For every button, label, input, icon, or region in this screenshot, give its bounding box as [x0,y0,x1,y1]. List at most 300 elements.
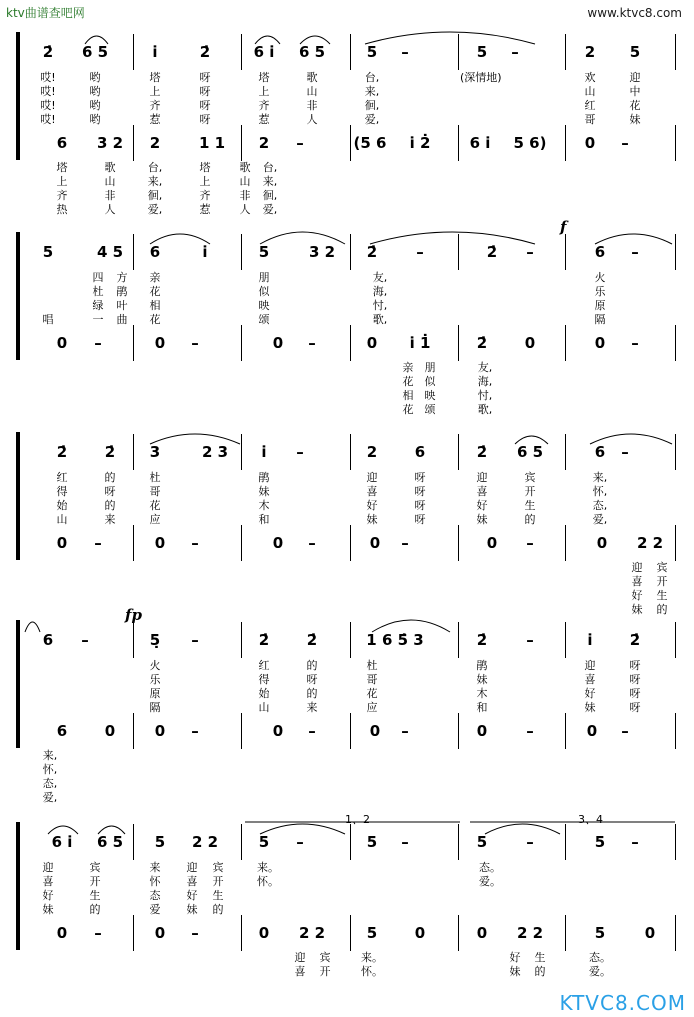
lyric: 歌, [372,313,388,326]
barline [458,824,459,860]
lyric: 哟 [89,71,101,84]
lyric: 好 [476,499,488,512]
barline [458,622,459,658]
lyric: 乐 [594,285,606,298]
note: – [191,631,199,649]
lyric: 妹 [509,965,521,978]
lyric: 热 [56,203,68,216]
lyric: 隔 [149,701,161,714]
note: 3 [149,443,161,461]
lyric: 宾 [212,861,224,874]
barline [133,34,134,70]
note: – [308,534,316,552]
lyric: 迎 [366,471,378,484]
note: – [94,334,102,352]
lyric: 哎! [40,113,56,126]
lyric: 呀 [104,485,116,498]
lyric: 怀。 [257,875,279,888]
lyric: 好 [584,687,596,700]
barline [133,622,134,658]
note: 3 2 [96,134,124,152]
lyric: 的 [212,903,224,916]
lyric: 呀 [629,701,641,714]
note: 6 [594,243,606,261]
lyric: 友, [477,361,493,374]
note: – [94,534,102,552]
lyric: 山 [584,85,596,98]
note: – [526,534,534,552]
lyric: 宾 [319,951,331,964]
barline [565,525,566,561]
barline [675,325,676,361]
note: 6 5 [81,43,109,61]
note: 2 [258,134,270,152]
lyric: 喜 [42,875,54,888]
note: 0 [476,924,488,942]
note: 0 [486,534,498,552]
note: – [401,534,409,552]
lyric: 始 [258,687,270,700]
lyric: 哎! [40,71,56,84]
note: – [621,443,629,461]
barline [565,125,566,161]
lyric: 鹃 [476,659,488,672]
note: 5 [629,43,641,61]
lyric: 歌, [477,403,493,416]
lyric: 台, [147,161,163,174]
note: 0 [476,722,488,740]
lyric: 来, [592,471,608,484]
barline [458,234,459,270]
lyric: 木 [258,499,270,512]
lyric: 和 [258,513,270,526]
barline [133,325,134,361]
note: – [526,833,534,851]
note: 2̇ [104,443,116,461]
lyric: 的 [534,965,546,978]
barline [241,234,242,270]
lyric: 呀 [199,85,211,98]
note: 6 [56,722,68,740]
lyric: 惹 [199,203,211,216]
lyric: 喜 [186,875,198,888]
note: 6 [414,443,426,461]
note: – [308,722,316,740]
lyric: 和 [476,701,488,714]
lyric: 呀 [629,659,641,672]
slur-arc [370,232,535,244]
lyric: 花 [402,403,414,416]
note: 5 [42,243,54,261]
note: – [308,334,316,352]
lyric: 好 [366,499,378,512]
lyric: 宾 [89,861,101,874]
lyric: 欢 [584,71,596,84]
lyric: 塔 [149,71,161,84]
lyric: 山 [104,175,116,188]
system-4 [0,606,694,805]
barline [241,434,242,470]
lyric: 齐 [56,189,68,202]
lyric: 喜 [631,575,643,588]
note: (5 6 [353,134,387,152]
note: i̇ [587,631,593,649]
barline [241,915,242,951]
lyric: 忖, [372,299,388,312]
lyric: 歌 [104,161,116,174]
lyric: 呀 [199,113,211,126]
lyric: 始 [56,499,68,512]
barline [241,713,242,749]
note: 6 5 [298,43,326,61]
lyric: 怀, [42,763,58,776]
note: 0 [272,722,284,740]
note: 6 i̇ [51,833,73,851]
lyric: 妹 [186,903,198,916]
lyric: 宾 [656,561,668,574]
lyric: 中 [629,85,641,98]
note: 0 [586,722,598,740]
lyric: 火 [594,271,606,284]
note: – [526,243,534,261]
lyric: 海, [477,375,493,388]
lyric: 生 [656,589,668,602]
lyric: 上 [258,85,270,98]
lyric: 爱。 [589,965,611,978]
lyric: 爱, [364,113,380,126]
expression-remark: (深情地) [460,71,502,84]
lyric: 来 [306,701,318,714]
volta-label: 1、2 [345,813,370,826]
lyric: 态, [42,777,58,790]
lyric: 开 [212,875,224,888]
lyric: 曲 [116,313,128,326]
note: 2 2 [298,924,326,942]
lyric: 迎 [476,471,488,484]
barline [675,915,676,951]
note: 6 i̇ [253,43,275,61]
barline [675,525,676,561]
note: – [526,631,534,649]
note: 0 [272,534,284,552]
lyric: 唱 [42,313,54,326]
lyric: 海, [372,285,388,298]
slur-arc [25,622,40,632]
lyric: 开 [89,875,101,888]
note: – [94,924,102,942]
note: 0 [154,334,166,352]
lyric: 的 [524,513,536,526]
lyric: 非 [306,99,318,112]
lyric: 火 [149,659,161,672]
barline [241,824,242,860]
note: 5 [594,833,606,851]
lyric: 妹 [584,701,596,714]
barline [133,713,134,749]
barline [565,34,566,70]
lyric: 来。 [361,951,383,964]
lyric: 呀 [629,687,641,700]
note: 5 [594,924,606,942]
lyric: 相 [149,299,161,312]
note: 4 5 [96,243,124,261]
barline [350,525,351,561]
lyric: 花 [366,687,378,700]
lyric: 徊, [147,189,163,202]
lyric: 妹 [258,485,270,498]
note: 0 [584,134,596,152]
lyric: 的 [104,499,116,512]
barline [565,824,566,860]
note: 2̇ [476,443,488,461]
note: 2 3 [201,443,229,461]
lyric: 好 [631,589,643,602]
note: 0 [644,924,656,942]
lyric: 红 [56,471,68,484]
barline [565,622,566,658]
system-bracket [16,432,20,560]
note: 0 [154,534,166,552]
note: 2 [584,43,596,61]
note: 5 [154,833,166,851]
barline [565,234,566,270]
barline [350,713,351,749]
barline [350,434,351,470]
lyric: 徊, [262,189,278,202]
note: – [631,833,639,851]
barline [350,622,351,658]
note: i̇ [202,243,208,261]
note: 1 1 [198,134,226,152]
lyric: 杜 [92,285,104,298]
note: 6 i̇ [469,134,491,152]
note: i̇ 1̇ [409,334,431,352]
note: – [416,243,424,261]
lyric: 来 [149,861,161,874]
lyric: 木 [476,687,488,700]
lyric: 花 [402,375,414,388]
note: 0 [594,334,606,352]
lyric: 塔 [199,161,211,174]
barline [350,915,351,951]
lyric: 绿 [92,299,104,312]
lyric: 怀 [149,875,161,888]
system-3 [0,432,694,617]
note: 2̇ [56,443,68,461]
barline [350,824,351,860]
lyric: 呀 [414,485,426,498]
lyric: 来, [147,175,163,188]
note: 2̇ [476,334,488,352]
lyric: 态 [149,889,161,902]
lyric: 山 [56,513,68,526]
lyric: 花 [149,499,161,512]
note: 2 2 [191,833,219,851]
note: 0 [258,924,270,942]
lyric: 惹 [149,113,161,126]
barline [133,434,134,470]
lyric: 得 [56,485,68,498]
barline [241,125,242,161]
slur-arc [365,32,535,44]
barline [350,234,351,270]
note: 0 [414,924,426,942]
barline [350,325,351,361]
site-url: www.ktvc8.com [587,6,682,20]
note: i̇ [152,43,158,61]
lyric: 鹃 [116,285,128,298]
lyric: 隔 [594,313,606,326]
lyric: 朋 [258,271,270,284]
note: 0 [369,722,381,740]
note: 6 [42,631,54,649]
note: 3 2 [308,243,336,261]
barline [241,34,242,70]
note: – [621,722,629,740]
lyric: 方 [116,271,128,284]
barline [565,915,566,951]
barline [675,125,676,161]
lyric: 歌 [306,71,318,84]
system-1 [0,32,694,217]
note: – [401,43,409,61]
lyric: 上 [149,85,161,98]
lyric: 爱, [592,513,608,526]
note: 0 [56,534,68,552]
lyric: 爱, [147,203,163,216]
lyric: 哟 [89,85,101,98]
lyric: 哎! [40,99,56,112]
lyric: 爱, [262,203,278,216]
lyric: 山 [306,85,318,98]
barline [458,125,459,161]
lyric: 映 [424,389,436,402]
lyric: 齐 [199,189,211,202]
lyric: 迎 [629,71,641,84]
lyric: 的 [656,603,668,616]
lyric: 颂 [424,403,436,416]
lyric: 齐 [149,99,161,112]
note: 6 [56,134,68,152]
barline [133,525,134,561]
lyric: 哎! [40,85,56,98]
lyric: 呀 [199,71,211,84]
note: 2̇ [486,243,498,261]
dynamic-mark: fp [125,606,142,624]
note: 0 [596,534,608,552]
slur-arc [485,824,560,834]
lyric: 塔 [258,71,270,84]
lyric: 好 [186,889,198,902]
note: 0 [154,722,166,740]
lyric: 叶 [116,299,128,312]
lyric: 来, [364,85,380,98]
barline [241,525,242,561]
note: 2 2 [516,924,544,942]
lyric: 迎 [42,861,54,874]
note: 2̇ [42,43,54,61]
note: – [191,924,199,942]
lyric: 来, [262,175,278,188]
lyric: 爱。 [479,875,501,888]
lyric: 呀 [414,499,426,512]
barline [241,325,242,361]
lyric: 怀。 [361,965,383,978]
note: – [511,43,519,61]
note: 5 6) [513,134,547,152]
barline [350,34,351,70]
lyric: 人 [306,113,318,126]
note: 0 [524,334,536,352]
note: – [631,243,639,261]
note: 5 [258,833,270,851]
lyric: 哥 [149,485,161,498]
note: 0 [366,334,378,352]
lyric: 杜 [366,659,378,672]
note: 0 [56,924,68,942]
barline [350,125,351,161]
note: 2̇ [476,631,488,649]
barline [675,434,676,470]
lyric: 似 [424,375,436,388]
lyric: 应 [149,513,161,526]
note: 6 5 [516,443,544,461]
note: 0 [369,534,381,552]
lyric: 喜 [584,673,596,686]
system-bracket [16,620,20,748]
note: 5 [476,833,488,851]
barline [675,234,676,270]
note: 0 [104,722,116,740]
lyric: 哟 [89,113,101,126]
lyric: 非 [104,189,116,202]
lyric: 呀 [629,673,641,686]
lyric: 亲 [149,271,161,284]
note: 5 [366,833,378,851]
lyric: 相 [402,389,414,402]
lyric: 映 [258,299,270,312]
lyric: 妹 [629,113,641,126]
lyric: 台, [262,161,278,174]
lyric: 来。 [257,861,279,874]
lyric: 齐 [258,99,270,112]
lyric: 态。 [589,951,611,964]
lyric: 哥 [584,113,596,126]
note: 0 [272,334,284,352]
system-bracket [16,822,20,950]
lyric: 好 [42,889,54,902]
barline [241,622,242,658]
lyric: 呀 [414,513,426,526]
lyric: 呀 [199,99,211,112]
barline [458,34,459,70]
lyric: 态。 [479,861,501,874]
lyric: 人 [104,203,116,216]
note: – [401,833,409,851]
lyric: 呀 [414,471,426,484]
note: 5 [476,43,488,61]
barline [133,234,134,270]
lyric: 宾 [524,471,536,484]
barline [675,622,676,658]
note: 0 [56,334,68,352]
note: 2 [366,443,378,461]
dynamic-mark: f [560,218,567,236]
barline [675,34,676,70]
lyric: 的 [104,471,116,484]
lyric: 亲 [402,361,414,374]
lyric: 似 [258,285,270,298]
